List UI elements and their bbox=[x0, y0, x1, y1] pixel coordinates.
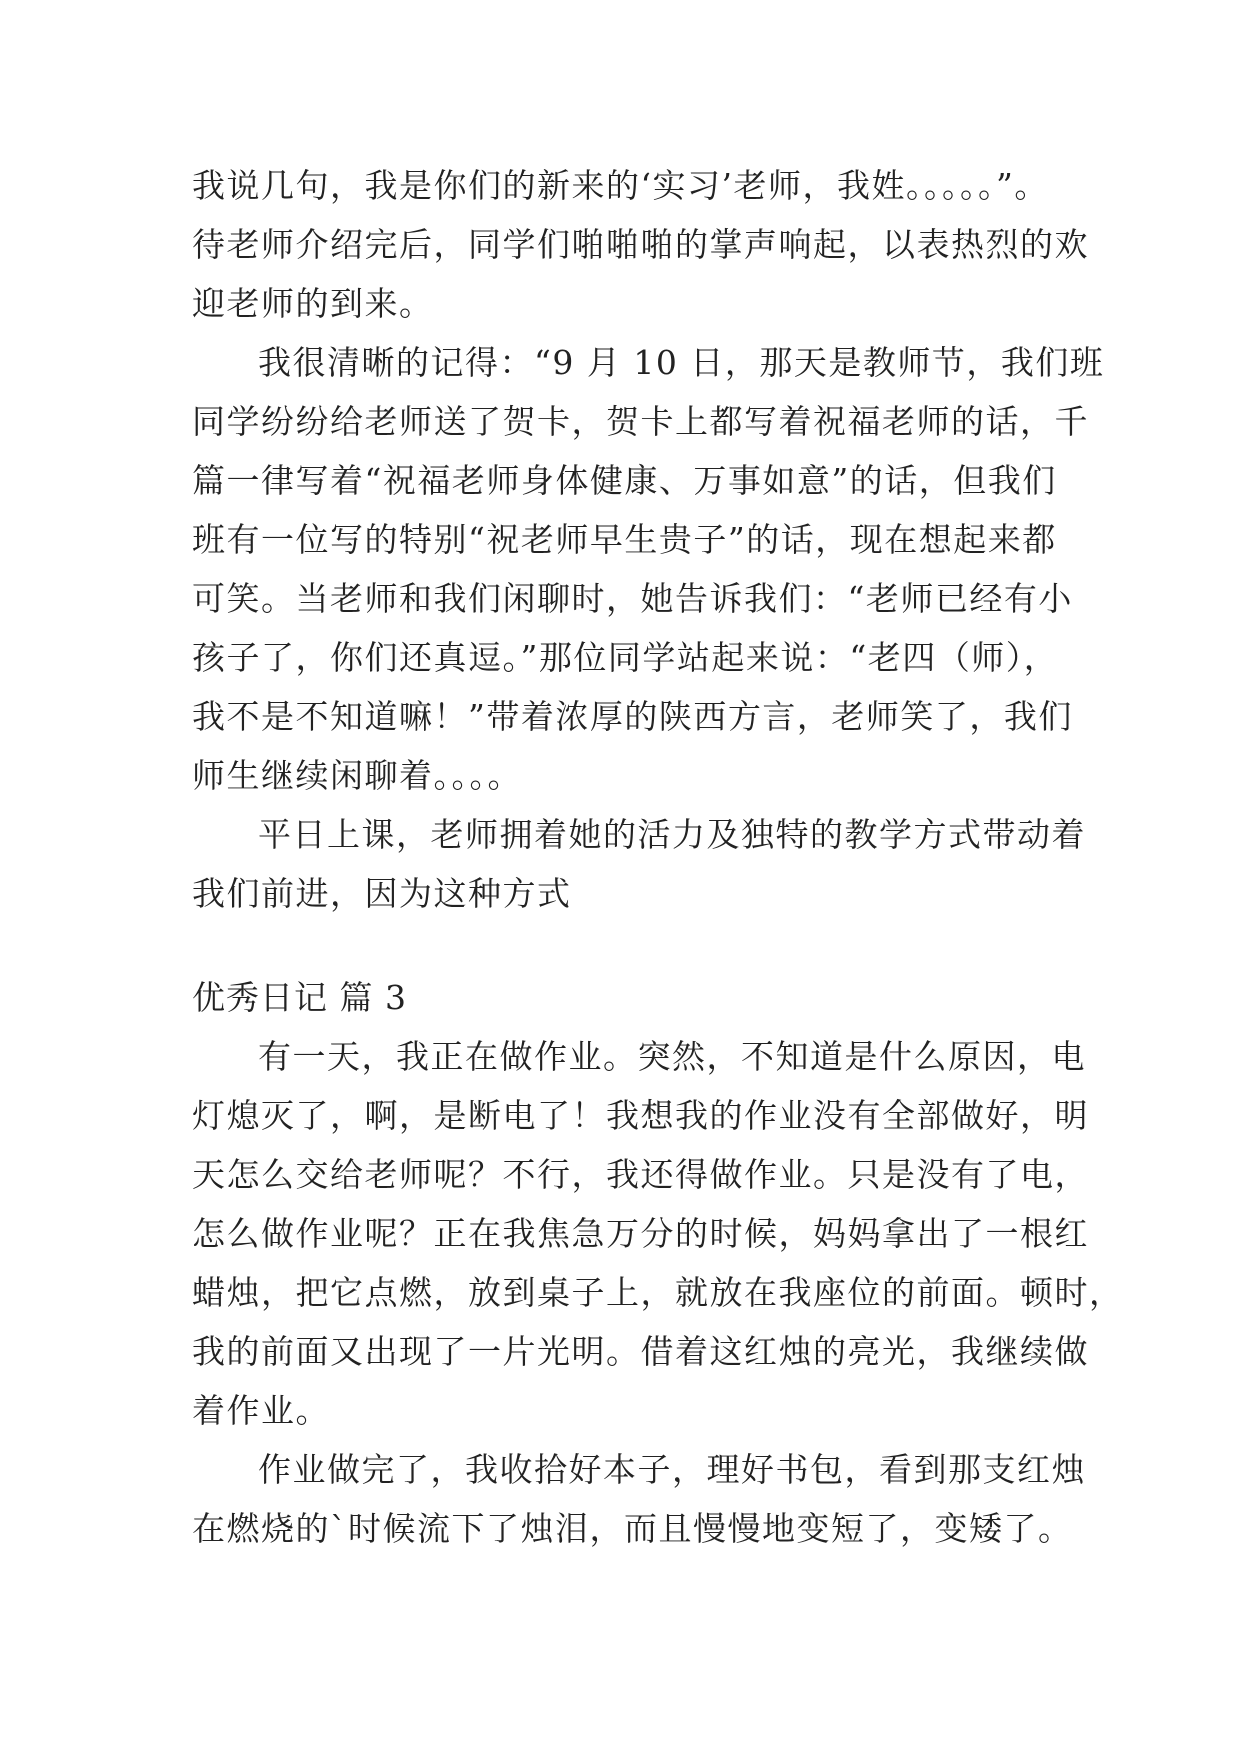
paragraph-line: 我的前面又出现了一片光明。借着这红烛的亮光，我继续做 bbox=[192, 1332, 1089, 1371]
paragraph-line: 蜡烛，把它点燃，放到桌子上，就放在我座位的前面。顿时， bbox=[192, 1273, 1124, 1312]
paragraph-line: 在燃烧的`时候流下了烛泪，而且慢慢地变短了，变矮了。 bbox=[192, 1509, 1073, 1548]
paragraph-line: 孩子了，你们还真逗。”那位同学站起来说：“老四（师）， bbox=[192, 638, 1059, 677]
paragraph-line: 班有一位写的特别“祝老师早生贵子”的话，现在想起来都 bbox=[192, 520, 1057, 559]
paragraph-line: 怎么做作业呢？正在我焦急万分的时候，妈妈拿出了一根红 bbox=[192, 1214, 1089, 1253]
paragraph-line: 待老师介绍完后，同学们啪啪啪的掌声响起，以表热烈的欢 bbox=[192, 225, 1089, 264]
paragraph-line: 我很清晰的记得：“9 月 10 日，那天是教师节，我们班 bbox=[258, 343, 1105, 382]
paragraph-line: 着作业。 bbox=[192, 1391, 330, 1430]
paragraph-line: 可笑。当老师和我们闲聊时，她告诉我们：“老师已经有小 bbox=[192, 579, 1073, 618]
paragraph-line: 迎老师的到来。 bbox=[192, 284, 434, 323]
paragraph-line: 我不是不知道嘛！”带着浓厚的陕西方言，老师笑了，我们 bbox=[192, 697, 1073, 736]
paragraph-line: 师生继续闲聊着。。。。 bbox=[192, 756, 522, 795]
paragraph-line: 平日上课，老师拥着她的活力及独特的教学方式带动着 bbox=[258, 815, 1086, 854]
paragraph-line: 同学纷纷给老师送了贺卡，贺卡上都写着祝福老师的话，千 bbox=[192, 402, 1089, 441]
paragraph-line: 作业做完了，我收拾好本子，理好书包，看到那支红烛 bbox=[258, 1450, 1086, 1489]
paragraph-line: 灯熄灭了，啊，是断电了！我想我的作业没有全部做好，明 bbox=[192, 1096, 1089, 1135]
paragraph-line: 我们前进，因为这种方式 bbox=[192, 874, 572, 913]
paragraph-line: 有一天，我正在做作业。突然，不知道是什么原因，电 bbox=[258, 1037, 1086, 1076]
section-heading: 优秀日记 篇 3 bbox=[192, 978, 407, 1017]
paragraph-line: 天怎么交给老师呢？不行，我还得做作业。只是没有了电， bbox=[192, 1155, 1089, 1194]
paragraph-line: 我说几句，我是你们的新来的‘实习’老师，我姓。。。。。”。 bbox=[192, 166, 1049, 205]
paragraph-line: 篇一律写着“祝福老师身体健康、万事如意”的话，但我们 bbox=[192, 461, 1057, 500]
